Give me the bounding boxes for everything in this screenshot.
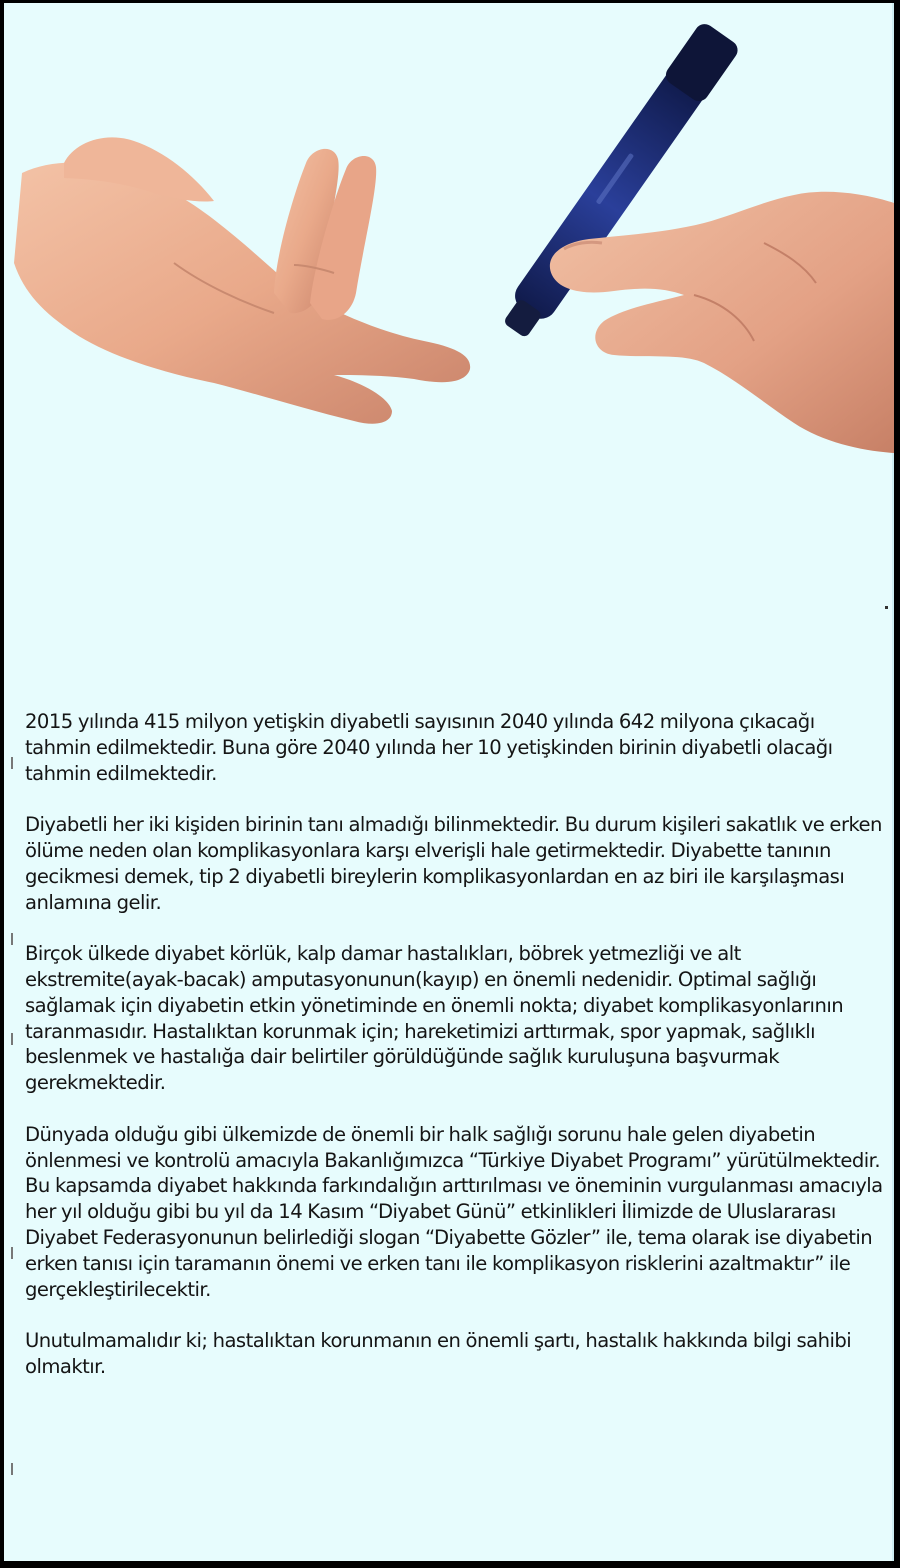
edge-mark <box>11 757 13 769</box>
paragraph-conclusion: Unutulmamalıdır ki; hastalıktan korunmanın en önemli şartı, hastalık hakkında bilgi sahibi olmaktır. <box>25 1329 852 1378</box>
stray-dot <box>885 606 888 609</box>
paragraph-diagnosis: Diyabetli her iki kişiden birinin tanı almadığı bilinmektedir. Bu durum kişileri sakatlık ve erken ölüme neden olan komplikasyonlara karşı elverişli hale getirmektedir. Diyabette tanının gecikmesi demek, tip 2 diyabetli bireylerin komplikasyonlardan en az biri ile karşılaşması anlamına gelir. <box>25 813 882 914</box>
edge-mark <box>11 933 13 945</box>
paragraph-program: Dünyada olduğu gibi ülkemizde de önemli bir halk sağlığı sorunu hale gelen diyabetin önlenmesi ve kontrolü amacıyla Bakanlığımızca “Türkiye Diyabet Programı” yürütülmektedir. Bu kapsamda diyabet hakkında farkındalığın arttırılması ve öneminin vurgulanması amacıyla her yıl olduğu gibi bu yıl da 14 Kasım “Diyabet Günü” etkinlikleri İlimizde de Uluslararası Diyabet Federasyonunun belirlediği slogan “Diyabette Gözler” ile, tema olarak ise diyabetin erken tanısı için taramanın önemi ve erken tanı ile komplikasyon risklerini azaltmaktır” ile gerçekleştirilecektir. <box>25 1122 883 1301</box>
paragraph-statistics: 2015 yılında 415 milyon yetişkin diyabetli sayısının 2040 yılında 642 milyona çıkacağı tahmin edilmektedir. Buna göre 2040 yılında her 10 yetişkinden birinin diyabetli olacağı tahmin edilmektedir. <box>25 710 833 785</box>
edge-mark <box>11 1033 13 1045</box>
edge-mark <box>11 1247 13 1259</box>
left-hand <box>14 137 470 423</box>
paragraph-complications: Birçok ülkede diyabet körlük, kalp damar hastalıkları, böbrek yetmezliği ve alt ekstremite(ayak-bacak) amputasyonunun(kayıp) en önemli nedenidir. Optimal sağlığı sağlamak için diyabetin etkin yönetiminde en önemli nokta; diyabet komplikasyonlarının taranmasıdır. Hastalıktan korunmak için; hareketimizi arttırmak, spor yapmak, sağlıklı beslenmek ve hastalığa dair belirtiler görüldüğünde sağlık kuruluşuna başvurmak gerekmektedir. <box>25 942 844 1095</box>
article-body <box>25 709 885 1406</box>
edge-mark <box>11 1463 13 1475</box>
document-page <box>4 3 894 1561</box>
lancet-hands-illustration <box>4 3 894 523</box>
